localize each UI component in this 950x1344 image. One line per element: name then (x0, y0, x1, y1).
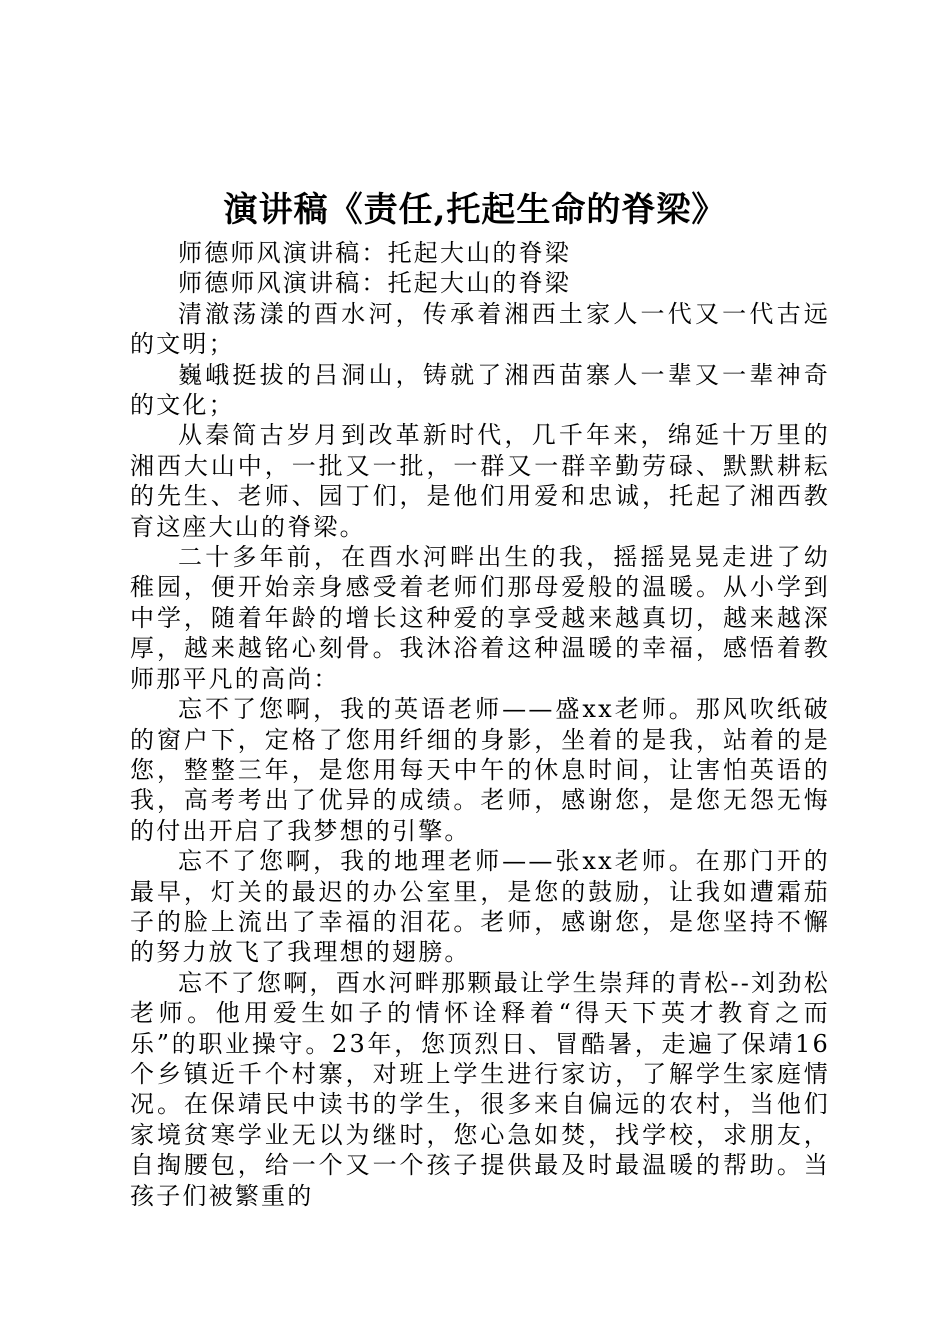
paragraph: 师德师风演讲稿：托起大山的脊梁 (178, 269, 571, 298)
paragraph: 忘不了您啊，我的英语老师——盛xx老师。那风吹纸破的窗户下，定格了您用纤细的身影，坐着的是我，站着的是您，整整三年，是您用每天中午的休息时间，让害怕英语的我，高考考出了优异的成绩。老师，感谢您，是您无怨无悔的付出开启了我梦想的引擎。 (130, 695, 830, 845)
paragraph: 师德师风演讲稿：托起大山的脊梁 (178, 239, 571, 267)
paragraph: 忘不了您啊，酉水河畔那颗最让学生崇拜的青松--刘劲松老师。他用爱生如子的情怀诠释着“得天下英才教育之而乐”的职业操守。23年，您顶烈日、冒酷暑，走遍了保靖16个乡镇近千个村寨，对班上学生进行家访，了解学生家庭情况。在保靖民中读书的学生，很多来自偏远的农村，当他们家境贫寒学业无以为继时，您心急如焚，找学校，求朋友，自掏腰包，给一个又一个孩子提供最及时最温暖的帮助。当孩子们被繁重的 (130, 968, 830, 1210)
paragraph: 忘不了您啊，我的地理老师——张xx老师。在那门开的最早，灯关的最迟的办公室里，是您的鼓励，让我如遭霜茄子的脸上流出了幸福的泪花。老师，感谢您，是您坚持不懈的努力放飞了我理想的翅膀。 (130, 847, 830, 967)
paragraph: 从秦简古岁月到改革新时代，几千年来，绵延十万里的湘西大山中，一批又一批，一群又一群辛勤劳碌、默默耕耘的先生、老师、园丁们，是他们用爱和忠诚，托起了湘西教育这座大山的脊梁。 (130, 421, 830, 541)
paragraph: 巍峨挺拔的吕洞山，铸就了湘西苗寨人一辈又一辈神奇的文化； (130, 360, 830, 420)
document-body (130, 238, 830, 1211)
paragraph: 二十多年前，在酉水河畔出生的我，摇摇晃晃走进了幼稚园，便开始亲身感受着老师们那母爱般的温暖。从小学到中学，随着年龄的增长这种爱的享受越来越真切，越来越深厚，越来越铭心刻骨。我沐浴着这种温暖的幸福，感悟着教师那平凡的高尚： (130, 543, 830, 693)
paragraph: 清澈荡漾的酉水河，传承着湘西土家人一代又一代古远的文明； (130, 299, 830, 359)
document-title: 演讲稿《责任,托起生命的脊梁》 (223, 190, 727, 230)
